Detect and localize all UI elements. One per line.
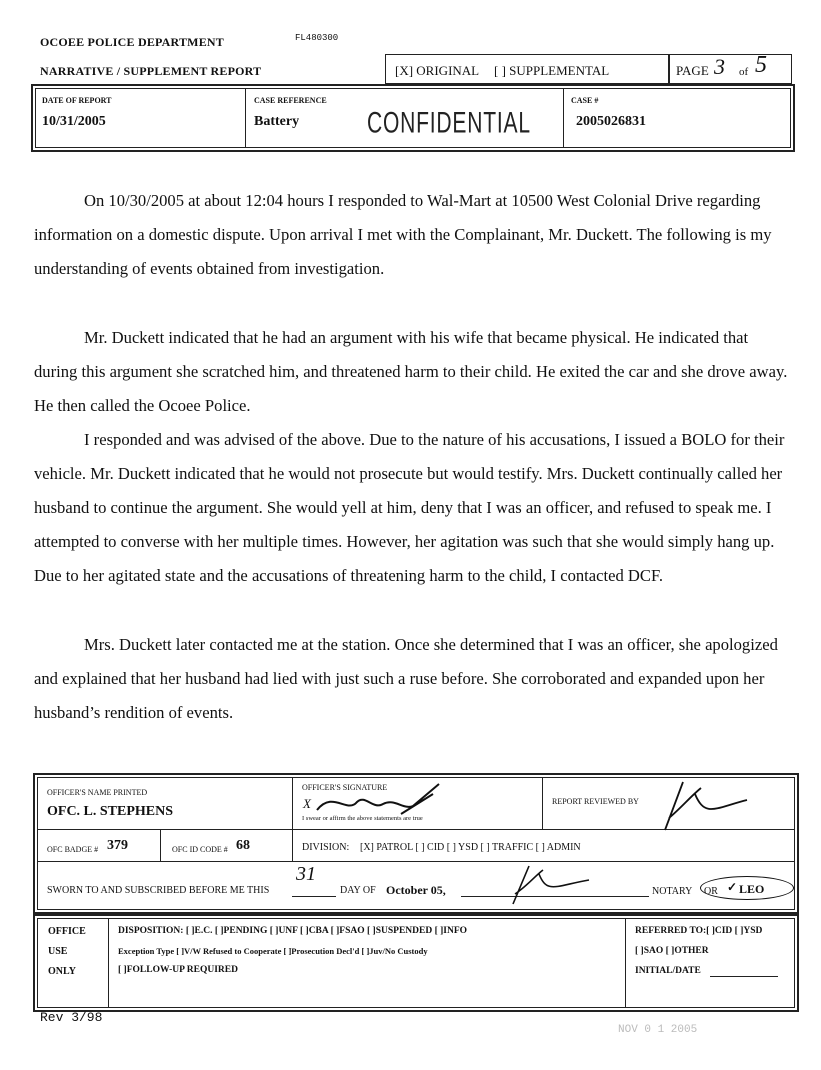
sao-other-options[interactable]: [ ]SAO [ ]OTHER bbox=[635, 946, 709, 956]
case-number-label: CASE # bbox=[571, 96, 599, 105]
followup-checkbox[interactable]: [ ]FOLLOW-UP REQUIRED bbox=[118, 965, 238, 975]
case-reference-label: CASE REFERENCE bbox=[254, 96, 327, 105]
reviewer-initials bbox=[655, 778, 755, 838]
division-label: DIVISION: bbox=[302, 842, 350, 853]
day-of-label: DAY OF bbox=[340, 885, 376, 896]
office-label: OFFICE bbox=[48, 926, 86, 937]
page-total: 5 bbox=[755, 52, 767, 78]
confidential-stamp: CONFIDENTIAL bbox=[367, 106, 531, 139]
notary-label: NOTARY bbox=[652, 886, 693, 897]
badge-label: OFC BADGE # bbox=[47, 845, 99, 854]
report-type: NARRATIVE / SUPPLEMENT REPORT bbox=[40, 64, 262, 78]
date-of-report-value: 10/31/2005 bbox=[42, 114, 106, 129]
or-label: OR bbox=[704, 886, 718, 897]
supplemental-checkbox[interactable]: [ ] SUPPLEMENTAL bbox=[494, 63, 610, 78]
sworn-month: October 05, bbox=[386, 883, 446, 897]
department-name: OCOEE POLICE DEPARTMENT bbox=[40, 35, 224, 49]
received-date-stamp: NOV 0 1 2005 bbox=[618, 1024, 698, 1036]
use-label: USE bbox=[48, 946, 68, 957]
form-code: FL480300 bbox=[295, 33, 339, 43]
exception-options[interactable]: Exception Type [ ]V/W Refused to Cooperate [ ]Prosecution Decl'd [ ]Juv/No Custody bbox=[118, 946, 428, 956]
revision-label: Rev 3/98 bbox=[40, 1010, 103, 1025]
only-label: ONLY bbox=[48, 966, 76, 977]
id-code-value: 68 bbox=[236, 838, 250, 853]
case-number-value: 2005026831 bbox=[576, 114, 646, 129]
page-of: of bbox=[739, 66, 749, 78]
narrative-paragraph-1: On 10/30/2005 at about 12:04 hours I responded to Wal-Mart at 10500 West Colonial Drive regarding information on a domestic dispute. Upon arrival I met with the Complainant, Mr. Duckett. The following is my understanding of events obtained from investigation. bbox=[34, 191, 772, 278]
sworn-day: 31 bbox=[296, 863, 316, 885]
officer-name-label: OFFICER'S NAME PRINTED bbox=[47, 788, 148, 797]
date-of-report-label: DATE OF REPORT bbox=[42, 96, 112, 105]
officer-signature-label: OFFICER'S SIGNATURE bbox=[302, 783, 388, 792]
signature-x: X bbox=[303, 796, 311, 811]
initial-date-label: INITIAL/DATE bbox=[635, 966, 701, 976]
narrative-paragraph-2: Mr. Duckett indicated that he had an argument with his wife that became physical. He indicated that during this argument she scratched him, and threatened harm to their child. He exited the car and she drove away. He then called the Ocoee Police. bbox=[34, 328, 788, 415]
disposition-options[interactable]: DISPOSITION: [ ]E.C. [ ]PENDING [ ]UNF [ ]CBA [ ]FSAO [ ]SUSPENDED [ ]INFO bbox=[118, 926, 468, 936]
officer-name-value: OFC. L. STEPHENS bbox=[47, 804, 174, 819]
division-options[interactable]: [X] PATROL [ ] CID [ ] YSD [ ] TRAFFIC [ ] ADMIN bbox=[360, 842, 581, 853]
swear-text: I swear or affirm the above statements are true bbox=[302, 815, 423, 822]
referred-to-options[interactable]: REFERRED TO:[ ]CID [ ]YSD bbox=[635, 926, 763, 936]
narrative-paragraph-4: Mrs. Duckett later contacted me at the station. Once she determined that I was an officer, she apologized and explained that her husband had lied with just such a ruse before. She corroborated and expanded upon her husband’s rendition of events. bbox=[34, 635, 778, 722]
page-label: PAGE bbox=[676, 63, 709, 78]
sworn-text: SWORN TO AND SUBSCRIBED BEFORE ME THIS bbox=[47, 885, 270, 896]
narrative-paragraph-3: I responded and was advised of the above. Due to the nature of his accusations, I issued a BOLO for their vehicle. Mr. Duckett indicated that he would not prosecute but would testify. Mrs. Duckett continually called her husband to continue the argument. She would yell at him, deny that I was an officer, and refused to speak me. I attempted to converse with her multiple times. However, her agitation was such that she would simply hang up. Due to her agitated state and the accusations of threatening harm to the child, I contacted DCF. bbox=[34, 430, 785, 585]
original-checkbox[interactable]: [X] ORIGINAL bbox=[395, 63, 480, 78]
badge-value: 379 bbox=[107, 838, 128, 853]
reviewed-by-label: REPORT REVIEWED BY bbox=[552, 797, 639, 806]
id-code-label: OFC ID CODE # bbox=[172, 845, 228, 854]
page-number: 3 bbox=[714, 54, 725, 79]
leo-label: LEO bbox=[739, 882, 765, 896]
leo-check-icon: ✓ bbox=[727, 880, 738, 894]
notary-signature bbox=[505, 864, 595, 908]
case-reference-value: Battery bbox=[254, 114, 300, 129]
